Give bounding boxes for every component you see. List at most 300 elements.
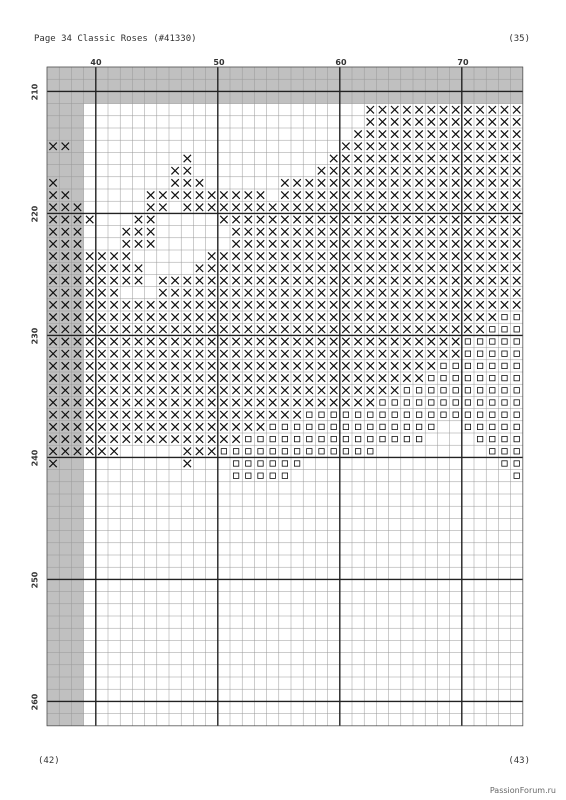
cross-stitch-symbol — [293, 179, 300, 186]
cross-stitch-symbol — [196, 387, 203, 394]
cross-stitch-symbol — [306, 216, 313, 223]
cross-stitch-symbol — [379, 374, 386, 381]
square-stitch-symbol — [380, 424, 385, 429]
square-stitch-symbol — [331, 424, 336, 429]
cross-stitch-symbol — [318, 252, 325, 259]
cross-stitch-symbol — [245, 362, 252, 369]
cross-stitch-symbol — [330, 338, 337, 345]
cross-stitch-symbol — [269, 216, 276, 223]
cross-stitch-symbol — [232, 216, 239, 223]
cross-stitch-symbol — [123, 399, 130, 406]
cross-stitch-symbol — [452, 289, 459, 296]
cross-stitch-symbol — [513, 301, 520, 308]
square-stitch-symbol — [258, 449, 263, 454]
square-stitch-symbol — [465, 400, 470, 405]
square-stitch-symbol — [319, 412, 324, 417]
cross-stitch-symbol — [159, 411, 166, 418]
cross-stitch-symbol — [354, 252, 361, 259]
cross-stitch-symbol — [293, 399, 300, 406]
cross-stitch-symbol — [318, 265, 325, 272]
cross-stitch-symbol — [428, 265, 435, 272]
square-stitch-symbol — [258, 461, 263, 466]
cross-stitch-symbol — [379, 216, 386, 223]
cross-stitch-symbol — [135, 399, 142, 406]
cross-stitch-symbol — [257, 387, 264, 394]
cross-stitch-symbol — [476, 289, 483, 296]
cross-stitch-symbol — [379, 179, 386, 186]
cross-stitch-symbol — [147, 350, 154, 357]
cross-stitch-symbol — [440, 313, 447, 320]
square-stitch-symbol — [355, 449, 360, 454]
cross-stitch-symbol — [428, 130, 435, 137]
cross-stitch-symbol — [513, 240, 520, 247]
cross-stitch-symbol — [184, 301, 191, 308]
cross-stitch-symbol — [257, 204, 264, 211]
cross-stitch-symbol — [501, 155, 508, 162]
cross-stitch-symbol — [281, 240, 288, 247]
square-stitch-symbol — [490, 363, 495, 368]
square-stitch-symbol — [477, 351, 482, 356]
cross-stitch-symbol — [415, 252, 422, 259]
cross-stitch-symbol — [489, 118, 496, 125]
cross-stitch-symbol — [415, 118, 422, 125]
cross-stitch-symbol — [415, 155, 422, 162]
cross-stitch-symbol — [513, 130, 520, 137]
cross-stitch-symbol — [379, 155, 386, 162]
cross-stitch-symbol — [281, 338, 288, 345]
square-stitch-symbol — [441, 400, 446, 405]
cross-stitch-symbol — [464, 118, 471, 125]
cross-stitch-symbol — [428, 338, 435, 345]
cross-stitch-symbol — [476, 301, 483, 308]
cross-stitch-symbol — [403, 228, 410, 235]
cross-stitch-symbol — [245, 228, 252, 235]
cross-stitch-symbol — [269, 338, 276, 345]
cross-stitch-symbol — [367, 155, 374, 162]
cross-stitch-symbol — [293, 216, 300, 223]
square-stitch-symbol — [465, 424, 470, 429]
square-stitch-symbol — [477, 412, 482, 417]
cross-stitch-symbol — [501, 106, 508, 113]
cross-stitch-symbol — [184, 374, 191, 381]
cross-stitch-symbol — [196, 448, 203, 455]
square-stitch-symbol — [429, 375, 434, 380]
cross-stitch-symbol — [208, 301, 215, 308]
square-stitch-symbol — [270, 473, 275, 478]
cross-stitch-symbol — [208, 399, 215, 406]
cross-stitch-symbol — [98, 252, 105, 259]
cross-stitch-symbol — [403, 374, 410, 381]
cross-stitch-symbol — [489, 265, 496, 272]
cross-stitch-symbol — [196, 423, 203, 430]
cross-stitch-symbol — [232, 289, 239, 296]
cross-stitch-symbol — [147, 387, 154, 394]
cross-stitch-symbol — [489, 204, 496, 211]
cross-stitch-symbol — [196, 301, 203, 308]
square-stitch-symbol — [380, 412, 385, 417]
cross-stitch-symbol — [293, 252, 300, 259]
cross-stitch-symbol — [501, 301, 508, 308]
cross-stitch-symbol — [306, 374, 313, 381]
cross-stitch-symbol — [257, 399, 264, 406]
cross-stitch-symbol — [98, 313, 105, 320]
cross-stitch-symbol — [428, 326, 435, 333]
square-stitch-symbol — [368, 436, 373, 441]
cross-stitch-symbol — [98, 362, 105, 369]
cross-stitch-symbol — [110, 448, 117, 455]
square-stitch-symbol — [319, 436, 324, 441]
cross-stitch-symbol — [415, 216, 422, 223]
cross-stitch-symbol — [428, 240, 435, 247]
cross-stitch-symbol — [184, 326, 191, 333]
cross-stitch-symbol — [208, 350, 215, 357]
square-stitch-symbol — [465, 351, 470, 356]
footer-left: (42) — [38, 756, 60, 766]
cross-stitch-symbol — [428, 289, 435, 296]
cross-stitch-symbol — [330, 191, 337, 198]
cross-stitch-symbol — [257, 338, 264, 345]
cross-stitch-symbol — [159, 374, 166, 381]
cross-stitch-symbol — [415, 313, 422, 320]
cross-stitch-symbol — [379, 265, 386, 272]
square-stitch-symbol — [343, 424, 348, 429]
cross-stitch-symbol — [403, 301, 410, 308]
cross-stitch-symbol — [452, 143, 459, 150]
cross-stitch-symbol — [415, 191, 422, 198]
cross-stitch-symbol — [367, 313, 374, 320]
cross-stitch-symbol — [415, 204, 422, 211]
square-stitch-symbol — [514, 314, 519, 319]
cross-stitch-symbol — [342, 313, 349, 320]
cross-stitch-symbol — [245, 240, 252, 247]
square-stitch-symbol — [465, 339, 470, 344]
cross-stitch-symbol — [403, 155, 410, 162]
cross-stitch-symbol — [415, 277, 422, 284]
cross-stitch-symbol — [184, 155, 191, 162]
page-header-left: Page 34 Classic Roses (#41330) — [34, 34, 197, 44]
cross-stitch-symbol — [86, 350, 93, 357]
square-stitch-symbol — [282, 436, 287, 441]
cross-stitch-symbol — [367, 179, 374, 186]
cross-stitch-symbol — [196, 326, 203, 333]
square-stitch-symbol — [331, 449, 336, 454]
cross-stitch-symbol — [257, 277, 264, 284]
cross-stitch-symbol — [220, 265, 227, 272]
cross-stitch-symbol — [306, 326, 313, 333]
square-stitch-symbol — [465, 388, 470, 393]
square-stitch-symbol — [453, 363, 458, 368]
square-stitch-symbol — [502, 375, 507, 380]
cross-stitch-symbol — [489, 228, 496, 235]
column-label-40: 40 — [90, 58, 102, 67]
cross-stitch-symbol — [367, 167, 374, 174]
cross-stitch-symbol — [452, 130, 459, 137]
cross-stitch-symbol — [318, 338, 325, 345]
square-stitch-symbol — [380, 436, 385, 441]
cross-stitch-symbol — [476, 106, 483, 113]
cross-stitch-symbol — [379, 277, 386, 284]
cross-stitch-symbol — [367, 216, 374, 223]
cross-stitch-symbol — [184, 167, 191, 174]
cross-stitch-symbol — [391, 387, 398, 394]
cross-stitch-symbol — [159, 277, 166, 284]
cross-stitch-symbol — [110, 387, 117, 394]
cross-stitch-symbol — [293, 374, 300, 381]
cross-stitch-symbol — [257, 350, 264, 357]
square-stitch-symbol — [477, 400, 482, 405]
cross-stitch-symbol — [257, 313, 264, 320]
cross-stitch-symbol — [379, 240, 386, 247]
cross-stitch-symbol — [440, 289, 447, 296]
cross-stitch-symbol — [269, 350, 276, 357]
cross-stitch-symbol — [379, 130, 386, 137]
square-stitch-symbol — [343, 412, 348, 417]
square-stitch-symbol — [294, 461, 299, 466]
square-stitch-symbol — [502, 400, 507, 405]
cross-stitch-symbol — [196, 374, 203, 381]
cross-stitch-symbol — [391, 191, 398, 198]
cross-stitch-symbol — [464, 106, 471, 113]
cross-stitch-symbol — [501, 277, 508, 284]
square-stitch-symbol — [246, 473, 251, 478]
cross-stitch-symbol — [415, 240, 422, 247]
cross-stitch-symbol — [367, 387, 374, 394]
cross-stitch-symbol — [123, 338, 130, 345]
square-stitch-symbol — [429, 400, 434, 405]
cross-stitch-symbol — [196, 265, 203, 272]
cross-stitch-symbol — [257, 362, 264, 369]
cross-stitch-symbol — [501, 289, 508, 296]
cross-stitch-symbol — [489, 252, 496, 259]
cross-stitch-symbol — [232, 326, 239, 333]
cross-stitch-symbol — [367, 338, 374, 345]
cross-stitch-symbol — [159, 399, 166, 406]
cross-stitch-symbol — [379, 228, 386, 235]
cross-stitch-symbol — [452, 204, 459, 211]
cross-stitch-symbol — [440, 191, 447, 198]
cross-stitch-symbol — [184, 387, 191, 394]
square-stitch-symbol — [270, 461, 275, 466]
square-stitch-symbol — [441, 375, 446, 380]
cross-stitch-symbol — [403, 240, 410, 247]
cross-stitch-symbol — [367, 228, 374, 235]
cross-stitch-symbol — [269, 374, 276, 381]
cross-stitch-symbol — [379, 313, 386, 320]
cross-stitch-symbol — [476, 155, 483, 162]
cross-stitch-symbol — [391, 350, 398, 357]
cross-stitch-symbol — [513, 277, 520, 284]
cross-stitch-symbol — [147, 338, 154, 345]
cross-stitch-symbol — [147, 240, 154, 247]
cross-stitch-symbol — [208, 374, 215, 381]
cross-stitch-symbol — [135, 362, 142, 369]
cross-stitch-symbol — [208, 313, 215, 320]
cross-stitch-symbol — [318, 350, 325, 357]
cross-stitch-symbol — [318, 399, 325, 406]
cross-stitch-symbol — [464, 216, 471, 223]
cross-stitch-symbol — [330, 277, 337, 284]
square-stitch-symbol — [233, 449, 238, 454]
cross-stitch-symbol — [367, 265, 374, 272]
square-stitch-symbol — [368, 424, 373, 429]
cross-stitch-symbol — [171, 313, 178, 320]
cross-stitch-symbol — [452, 228, 459, 235]
cross-stitch-symbol — [391, 313, 398, 320]
cross-stitch-symbol — [489, 155, 496, 162]
cross-stitch-symbol — [415, 179, 422, 186]
row-label-230: 230 — [30, 327, 40, 345]
cross-stitch-symbol — [391, 338, 398, 345]
cross-stitch-symbol — [110, 252, 117, 259]
cross-stitch-symbol — [232, 374, 239, 381]
cross-stitch-symbol — [342, 228, 349, 235]
square-stitch-symbol — [441, 363, 446, 368]
cross-stitch-symbol — [464, 240, 471, 247]
cross-stitch-symbol — [220, 399, 227, 406]
cross-stitch-symbol — [476, 204, 483, 211]
cross-stitch-symbol — [415, 289, 422, 296]
cross-stitch-symbol — [501, 118, 508, 125]
cross-stitch-symbol — [281, 411, 288, 418]
square-stitch-symbol — [233, 461, 238, 466]
square-stitch-symbol — [514, 473, 519, 478]
cross-stitch-symbol — [306, 179, 313, 186]
cross-stitch-symbol — [281, 301, 288, 308]
cross-stitch-symbol — [98, 423, 105, 430]
cross-stitch-symbol — [281, 228, 288, 235]
cross-stitch-symbol — [403, 277, 410, 284]
cross-stitch-symbol — [464, 228, 471, 235]
cross-stitch-symbol — [232, 411, 239, 418]
cross-stitch-symbol — [415, 374, 422, 381]
cross-stitch-symbol — [428, 167, 435, 174]
cross-stitch-symbol — [330, 301, 337, 308]
cross-stitch-symbol — [293, 313, 300, 320]
cross-stitch-symbol — [342, 350, 349, 357]
cross-stitch-symbol — [379, 106, 386, 113]
cross-stitch-symbol — [428, 155, 435, 162]
cross-stitch-symbol — [476, 118, 483, 125]
cross-stitch-symbol — [123, 374, 130, 381]
cross-stitch-symbol — [391, 143, 398, 150]
cross-stitch-symbol — [403, 130, 410, 137]
cross-stitch-symbol — [245, 411, 252, 418]
cross-stitch-symbol — [464, 252, 471, 259]
cross-stitch-symbol — [232, 277, 239, 284]
square-stitch-symbol — [416, 424, 421, 429]
cross-stitch-symbol — [232, 362, 239, 369]
cross-stitch-symbol — [86, 289, 93, 296]
cross-stitch-symbol — [232, 301, 239, 308]
cross-stitch-symbol — [440, 277, 447, 284]
cross-stitch-symbol — [110, 289, 117, 296]
cross-stitch-symbol — [293, 228, 300, 235]
cross-stitch-symbol — [208, 423, 215, 430]
cross-stitch-symbol — [98, 265, 105, 272]
cross-stitch-symbol — [354, 338, 361, 345]
square-stitch-symbol — [514, 327, 519, 332]
cross-stitch-symbol — [342, 155, 349, 162]
cross-stitch-symbol — [452, 326, 459, 333]
square-stitch-symbol — [331, 436, 336, 441]
cross-stitch-symbol — [489, 179, 496, 186]
column-label-60: 60 — [335, 58, 347, 67]
cross-stitch-symbol — [501, 167, 508, 174]
cross-stitch-symbol — [245, 338, 252, 345]
cross-stitch-symbol — [318, 387, 325, 394]
cross-stitch-symbol — [403, 252, 410, 259]
cross-stitch-symbol — [342, 399, 349, 406]
cross-stitch-symbol — [403, 216, 410, 223]
cross-stitch-symbol — [354, 350, 361, 357]
cross-stitch-symbol — [220, 301, 227, 308]
cross-stitch-symbol — [415, 301, 422, 308]
cross-stitch-symbol — [306, 265, 313, 272]
cross-stitch-symbol — [184, 423, 191, 430]
square-stitch-symbol — [343, 449, 348, 454]
cross-stitch-symbol — [98, 338, 105, 345]
cross-stitch-symbol — [171, 374, 178, 381]
cross-stitch-symbol — [415, 130, 422, 137]
cross-stitch-symbol — [123, 326, 130, 333]
cross-stitch-symbol — [208, 191, 215, 198]
cross-stitch-symbol — [306, 252, 313, 259]
cross-stitch-symbol — [318, 191, 325, 198]
cross-stitch-symbol — [342, 265, 349, 272]
cross-stitch-symbol — [440, 106, 447, 113]
cross-stitch-symbol — [330, 313, 337, 320]
cross-stitch-symbol — [513, 204, 520, 211]
square-stitch-symbol — [477, 375, 482, 380]
cross-stitch-symbol — [354, 374, 361, 381]
cross-stitch-symbol — [135, 338, 142, 345]
cross-stitch-symbol — [220, 362, 227, 369]
cross-stitch-symbol — [428, 252, 435, 259]
cross-stitch-symbol — [220, 252, 227, 259]
cross-stitch-symbol — [245, 216, 252, 223]
cross-stitch-symbol — [391, 155, 398, 162]
cross-stitch-symbol — [269, 252, 276, 259]
square-stitch-symbol — [514, 412, 519, 417]
cross-stitch-symbol — [281, 204, 288, 211]
square-stitch-symbol — [294, 424, 299, 429]
square-stitch-symbol — [343, 436, 348, 441]
cross-stitch-symbol — [184, 399, 191, 406]
cross-stitch-symbol — [98, 326, 105, 333]
cross-stitch-symbol — [464, 313, 471, 320]
cross-stitch-symbol — [135, 435, 142, 442]
cross-stitch-symbol — [452, 167, 459, 174]
cross-stitch-symbol — [147, 216, 154, 223]
cross-stitch-symbol — [428, 143, 435, 150]
cross-stitch-symbol — [391, 130, 398, 137]
square-stitch-symbol — [404, 388, 409, 393]
square-stitch-symbol — [502, 412, 507, 417]
cross-stitch-symbol — [245, 301, 252, 308]
cross-stitch-symbol — [86, 338, 93, 345]
cross-stitch-symbol — [306, 350, 313, 357]
cross-stitch-symbol — [110, 435, 117, 442]
cross-stitch-symbol — [98, 411, 105, 418]
square-stitch-symbol — [502, 461, 507, 466]
cross-stitch-symbol — [232, 228, 239, 235]
cross-stitch-symbol — [318, 216, 325, 223]
cross-stitch-symbol — [354, 289, 361, 296]
cross-stitch-symbol — [489, 143, 496, 150]
square-stitch-symbol — [233, 473, 238, 478]
square-stitch-symbol — [502, 388, 507, 393]
square-stitch-symbol — [514, 388, 519, 393]
